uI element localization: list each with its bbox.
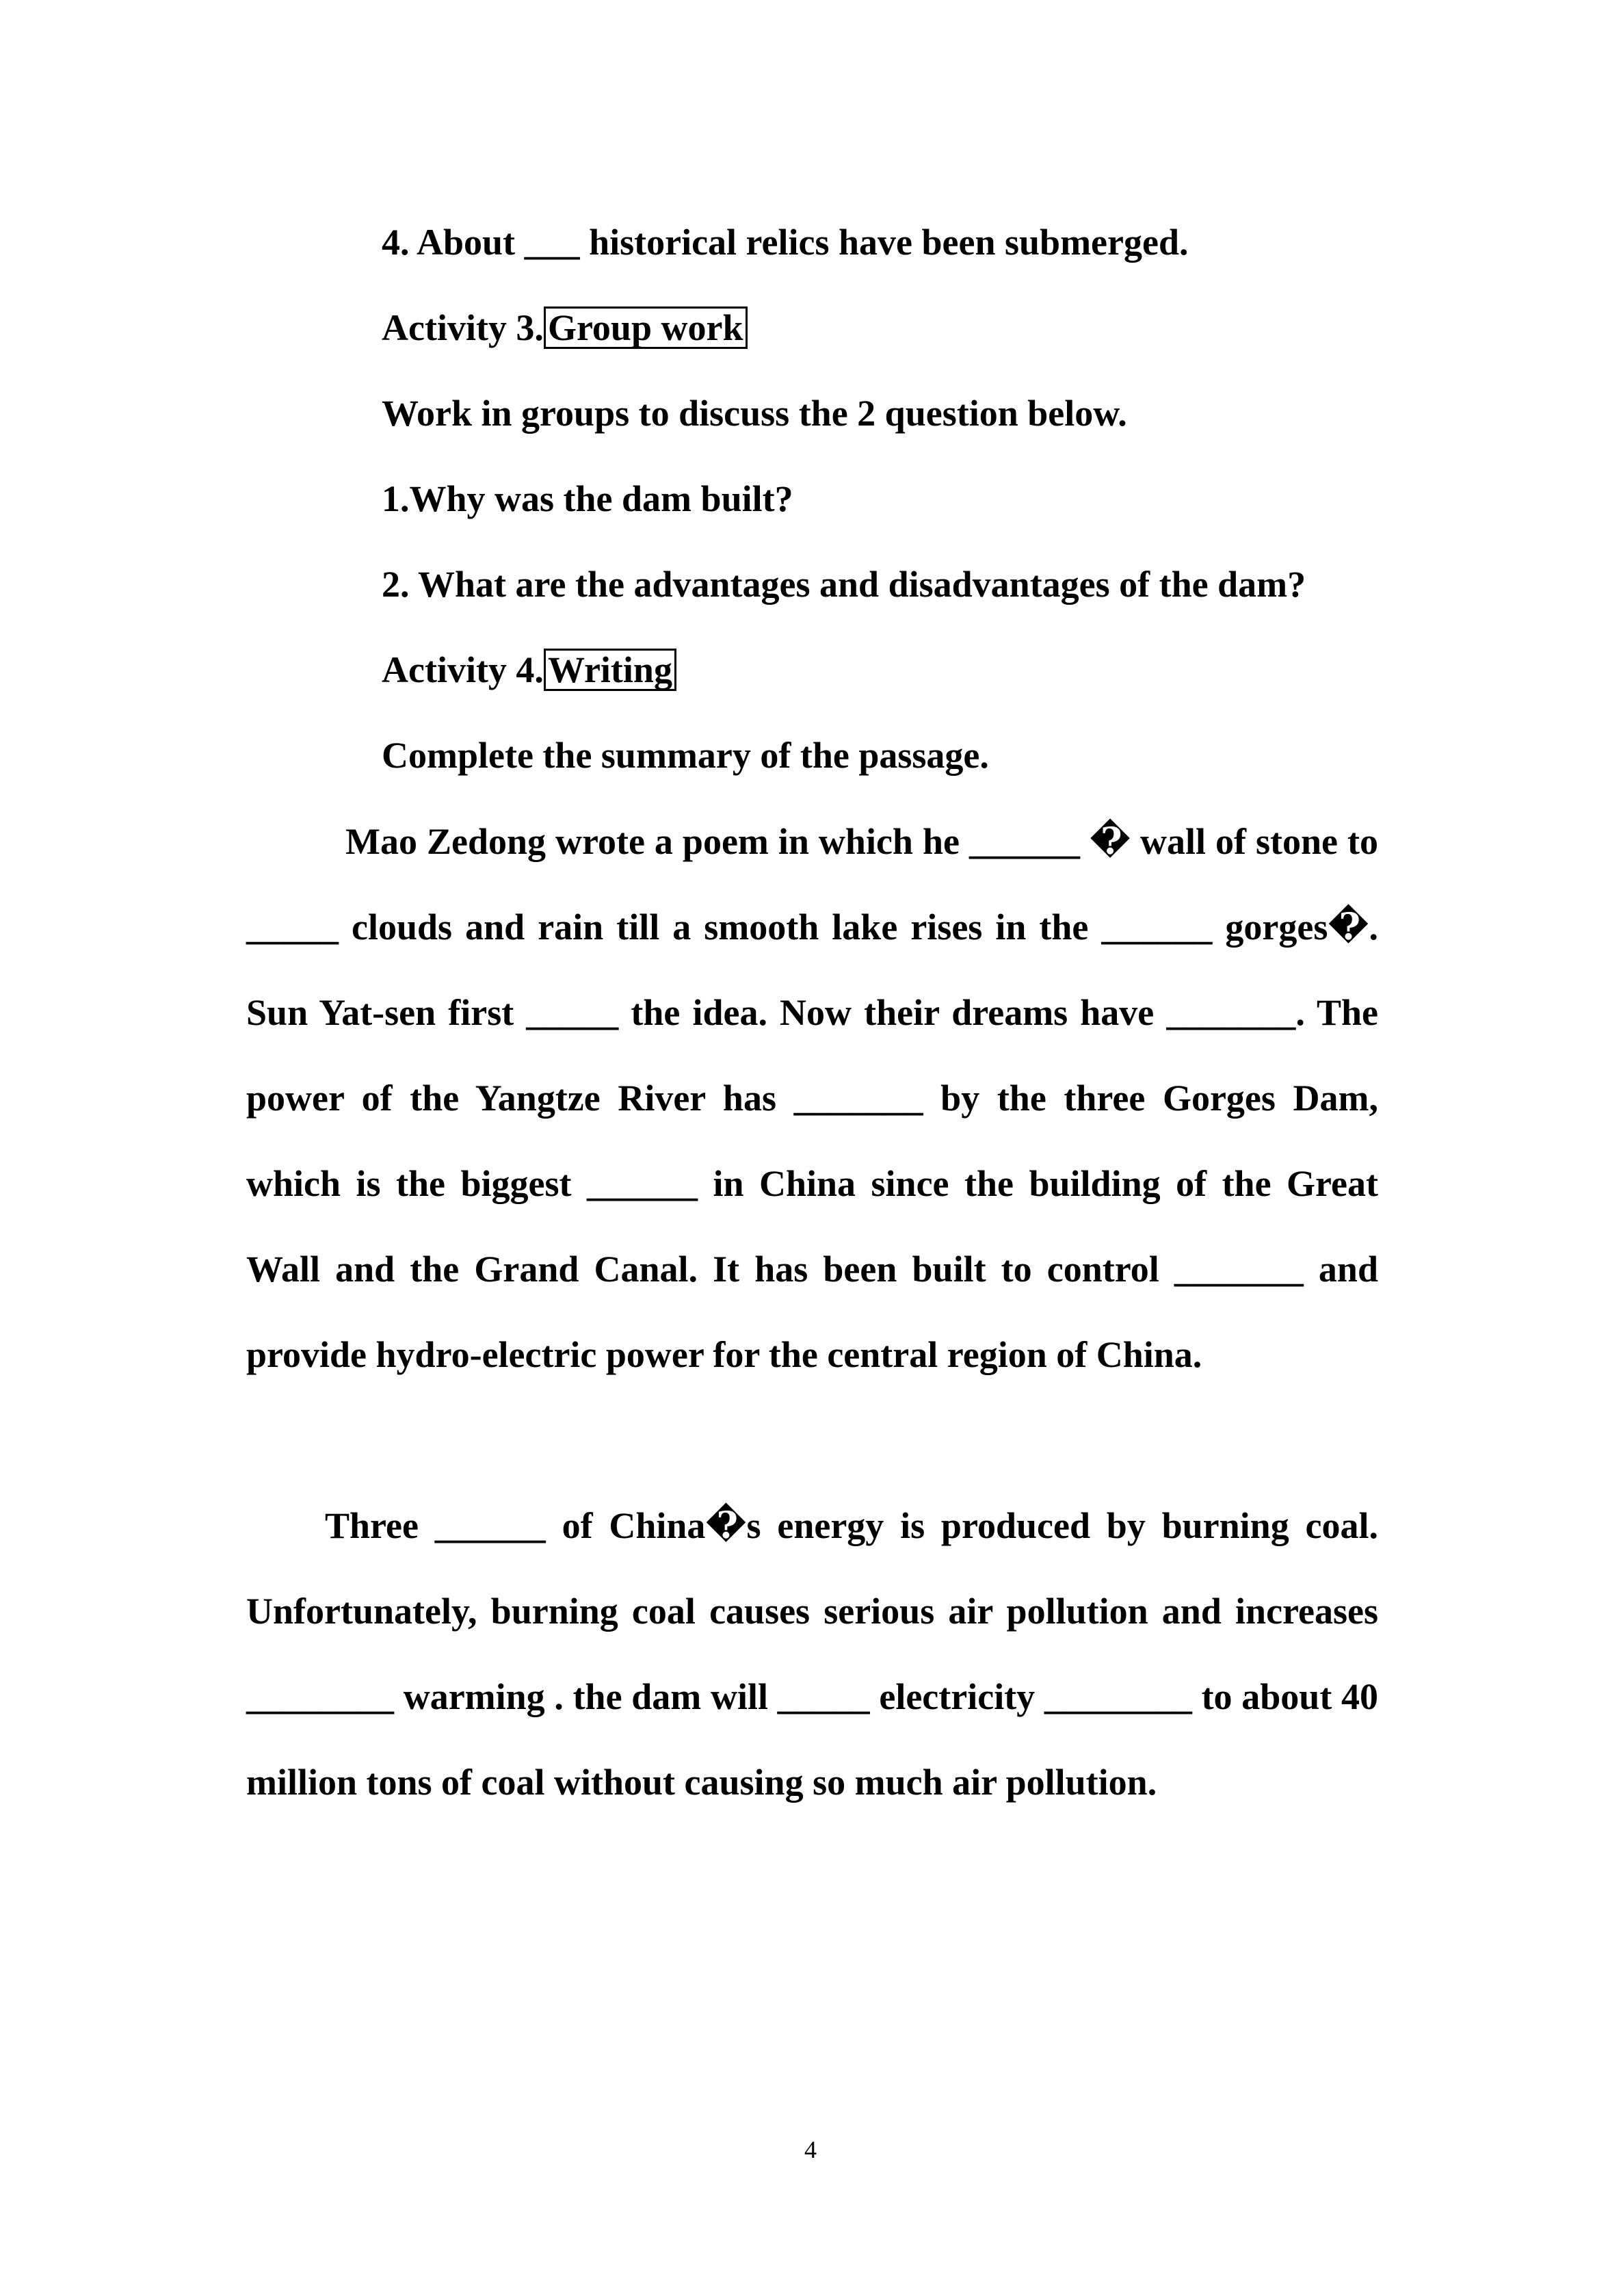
activity-3-heading [382,306,748,350]
activity-4-heading [382,648,676,692]
group-work-instruction: Work in groups to discuss the 2 question below. [382,393,1127,434]
activity-4-prefix: Activity 4. [382,649,544,690]
activity-4-boxed-label: Writing [544,649,676,691]
question-4-line: 4. About ___ historical relics have been submerged. [382,222,1189,263]
discussion-question-2: 2. What are the advantages and disadvantages of the dam? [382,564,1306,605]
summary-paragraph-2: Three ______ of China�s energy is produced by burning coal. Unfortunately, burning coal causes serious air pollution and increases ________ warming . the dam will _____ electricity ________ to about 40 million tons of coal without causing so much air pollution. [246,1505,1378,1803]
summary-instruction: Complete the summary of the passage. [382,735,989,776]
discussion-question-1: 1.Why was the dam built? [382,478,793,519]
activity-3-prefix: Activity 3. [382,307,544,348]
summary-paragraph-1: Mao Zedong wrote a poem in which he ______ � wall of stone to _____ clouds and rain till a smooth lake rises in the ______ gorges�. Sun Yat-sen first _____ the idea. Now their dreams have _______. The power of the Yangtze River has _______ by the three Gorges Dam, which is the biggest ______ in China since the building of the Great Wall and the Grand Canal. It has been built to control _______ and provide hydro-electric power for the central region of China. [246,821,1378,1375]
activity-3-boxed-label: Group work [544,306,748,349]
page-number: 4 [804,2136,817,2163]
